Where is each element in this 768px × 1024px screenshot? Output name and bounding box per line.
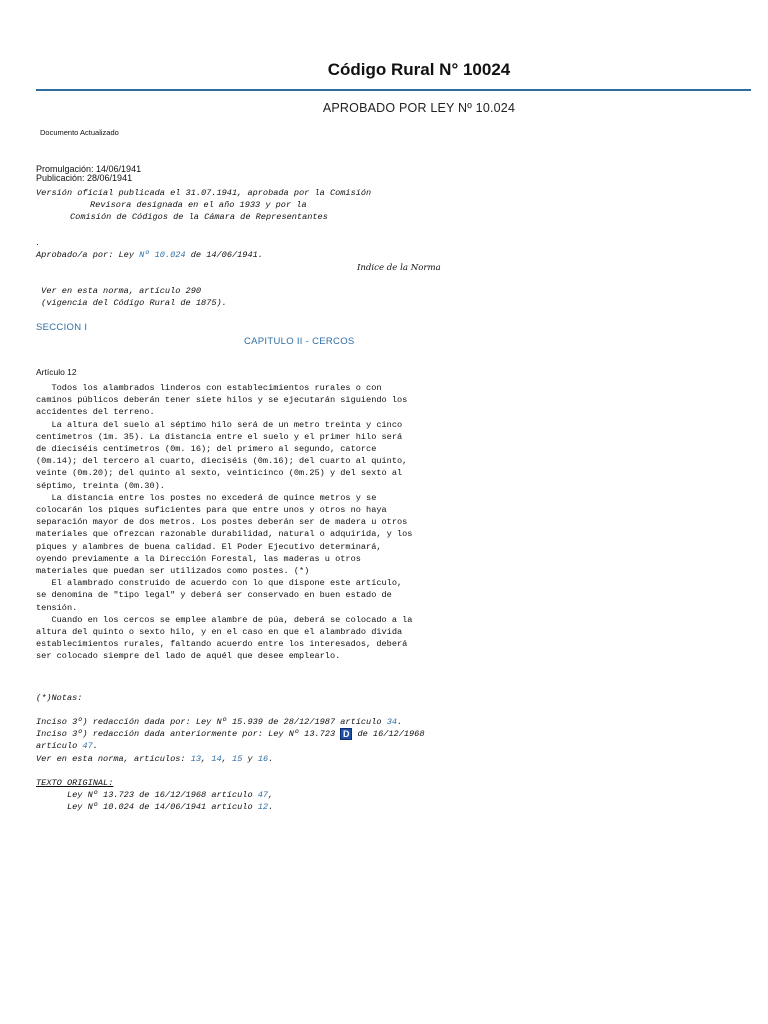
approved-suffix: de 14/06/1941. (185, 250, 263, 260)
article-34-link[interactable]: 34 (386, 717, 398, 727)
note-4-end: . (268, 753, 274, 764)
article-body-line: séptimo, treinta (0m.30). (36, 480, 165, 491)
article-body-line: se denomina de "tipo legal" y deberá ser conservado en buen estado de (36, 590, 392, 601)
article-body-line: tensión. (36, 602, 78, 613)
original-text-block (36, 777, 273, 814)
note-4-text: Ver en esta norma, artículos: (36, 753, 191, 764)
page-subtitle: APROBADO POR LEY Nº 10.024 (322, 101, 516, 115)
see-norm-line-1: Ver en esta norma, artículo 290 (36, 286, 202, 296)
article-body-line: piques y alambres de buena calidad. El Poder Ejecutivo determinará, (36, 541, 382, 552)
article-13-link[interactable]: 13 (190, 753, 202, 764)
note-4-sep-2: , (221, 753, 233, 764)
article-15-link[interactable]: 15 (232, 753, 243, 764)
article-16-link[interactable]: 16 (257, 753, 269, 764)
original-article-47-link[interactable]: 47 (257, 790, 269, 801)
document-status: Documento Actualizado (40, 128, 119, 137)
note-4-sep-3: y (242, 753, 258, 764)
article-body-line: materiales que puedan ser utilizados como postes. (*) (36, 566, 310, 577)
original-line-2 (36, 801, 273, 813)
title-divider (36, 89, 751, 91)
article-body-line: oyendo previamente a la Dirección Forestal, las maderas u otros (36, 553, 361, 564)
article-body-line: de dieciséis centímetros (0m. 16); del primero al segundo, catorce (36, 444, 377, 455)
article-body-line: Cuando en los cercos se emplee alambre de púa, deberá se colocado a la (36, 614, 413, 625)
article-47-link[interactable]: 47 (82, 741, 93, 752)
article-body-line: La altura del suelo al séptimo hilo será de un metro treinta y cinco (36, 419, 403, 430)
note-2-end: de 16/12/1968 (352, 729, 425, 740)
original-line-1 (36, 789, 273, 801)
article-body-line: altura del quinto o sexto hilo, y en el caso en que el alambrado divida (36, 627, 403, 638)
chapter-heading: CAPITULO II - CERCOS (244, 336, 355, 347)
notes-heading-text: (*)Notas: (36, 693, 83, 703)
article-body-line: Todos los alambrados linderos con establecimientos rurales o con (36, 383, 382, 393)
note-line-2 (36, 728, 424, 740)
article-heading: Artículo 12 (36, 367, 77, 377)
original-text-heading: TEXTO ORIGINAL: (36, 778, 114, 788)
article-body-line: centímetros (1m. 35). La distancia entre el suelo y el primer hilo será (36, 431, 403, 442)
article-body-line: ser colocado siempre del lado de aquél que desee emplearlo. (36, 651, 341, 662)
see-norm-note (36, 285, 227, 309)
article-body-line: veinte (0m.20); del quinto al sexto, veinticinco (0m.25) y del sexto al (36, 468, 403, 479)
note-line-4 (36, 753, 424, 765)
note-line-1 (36, 716, 424, 728)
article-body-line: colocarán los piques suficientes para que entre unos y otros no haya (36, 505, 387, 516)
note-2-text: Inciso 3º) redacción dada anteriormente por: Ley Nº 13.723 (36, 729, 341, 740)
promulgation-date: Promulgación: 14/06/1941 (36, 164, 142, 174)
version-line-3: Comisión de Códigos de la Cámara de Representantes (70, 212, 328, 223)
page-title: Código Rural N° 10024 (327, 60, 511, 79)
note-3-end: . (92, 741, 98, 752)
original-1-text: Ley Nº 13.723 de 16/12/1968 artículo (36, 790, 258, 801)
approved-by (36, 249, 263, 261)
publication-date: Publicación: 28/06/1941 (36, 173, 133, 183)
version-note (36, 187, 371, 224)
article-body-line: materiales que ofrezcan razonable durabilidad, natural o adquirida, y los (36, 529, 413, 540)
article-body-line: La distancia entre los postes no excederá de quince metros y se (36, 492, 377, 503)
article-body-line: accidentes del terreno. (36, 407, 155, 418)
article-body-line: caminos públicos deberán tener siete hilos y se ejecutarán siguiendo los (36, 395, 408, 406)
notes-block (36, 716, 424, 765)
document-d-icon[interactable]: D (340, 728, 352, 740)
separator-dot: . (36, 238, 39, 248)
article-body-line: El alambrado construido de acuerdo con lo que dispone este artículo, (36, 578, 403, 589)
article-body-line: establecimientos rurales, faltando acuerdo entre los interesados, deberá (36, 639, 408, 650)
law-10024-link[interactable]: Nº 10.024 (139, 250, 186, 260)
note-1-text: Inciso 3º) redacción dada por: Ley Nº 15.939 de 28/12/1987 artículo (36, 717, 387, 727)
note-1-end: . (397, 717, 403, 727)
note-3-text: artículo (36, 741, 83, 752)
norm-index-link[interactable]: Indice de la Norma (357, 263, 441, 273)
see-norm-line-2: (vigencia del Código Rural de 1875). (36, 298, 227, 309)
article-body-line: (0m.14); del tercero al cuarto, dieciséis (0m.16); del cuarto al quinto, (36, 456, 408, 467)
note-4-sep-1: , (201, 753, 212, 764)
article-body-line: separación mayor de dos metros. Los postes deberán ser de madera u otros (36, 517, 408, 528)
original-article-12-link[interactable]: 12 (257, 802, 269, 813)
article-14-link[interactable]: 14 (211, 753, 222, 764)
notes-heading (36, 692, 82, 704)
section-heading: SECCION I (36, 322, 88, 333)
original-1-end: , (268, 790, 274, 801)
version-line-1: Versión oficial publicada el 31.07.1941, aprobada por la Comisión (36, 188, 372, 198)
article-body (36, 382, 412, 663)
approved-prefix: Aprobado/a por: Ley (36, 250, 140, 260)
note-line-3 (36, 740, 424, 752)
version-line-2: Revisora designada en el año 1933 y por la (90, 200, 307, 211)
original-2-end: . (268, 802, 274, 813)
original-2-text: Ley Nº 10.024 de 14/06/1941 artículo (36, 802, 258, 813)
